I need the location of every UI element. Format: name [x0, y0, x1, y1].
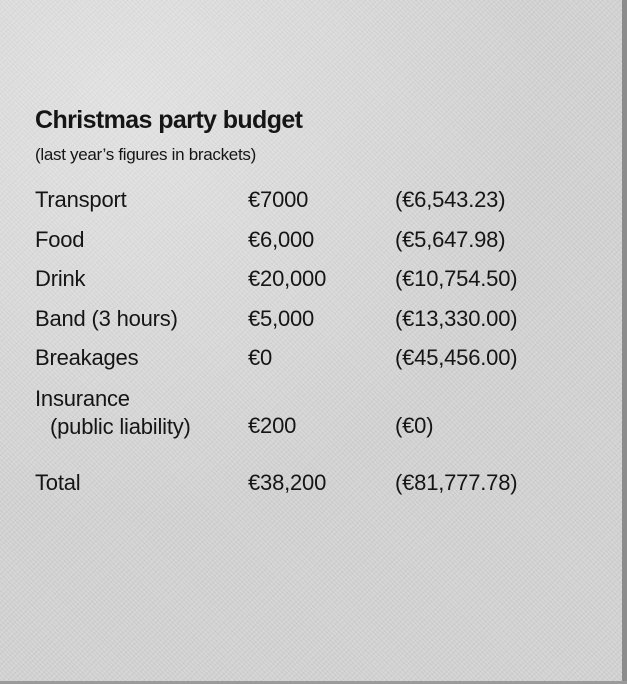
- total-budget-value: €38,200: [248, 470, 327, 495]
- row-label: Breakages: [35, 345, 139, 370]
- budget-row-band: [0, 306, 627, 346]
- row-budget-value: €7000: [248, 187, 309, 212]
- row-budget-value: €0: [248, 345, 273, 370]
- row-last-year-value: (€0): [395, 413, 434, 438]
- budget-row-transport: [0, 187, 627, 227]
- row-last-year-value: (€45,456.00): [395, 345, 518, 370]
- row-label: Drink: [35, 266, 86, 291]
- budget-row-insurance: [0, 385, 627, 441]
- row-label: Food: [35, 227, 85, 252]
- row-label: Transport: [35, 187, 127, 212]
- row-label-line1: Insurance: [35, 386, 130, 411]
- row-budget-value: €5,000: [248, 306, 315, 331]
- document-subtitle: (last year’s figures in brackets): [35, 145, 256, 164]
- budget-row-total: [0, 470, 627, 510]
- row-last-year-value: (€10,754.50): [395, 266, 518, 291]
- budget-row-drink: [0, 266, 627, 306]
- row-label-line2: (public liability): [50, 414, 191, 439]
- row-last-year-value: (€5,647.98): [395, 227, 506, 252]
- row-budget-value: €20,000: [248, 266, 327, 291]
- row-last-year-value: (€13,330.00): [395, 306, 518, 331]
- row-budget-value: €200: [248, 413, 297, 438]
- row-label: [35, 385, 191, 441]
- budget-row-breakages: [0, 345, 627, 385]
- budget-row-food: [0, 227, 627, 267]
- total-label: Total: [35, 470, 81, 495]
- document-title: Christmas party budget: [35, 106, 303, 134]
- total-last-year-value: (€81,777.78): [395, 470, 518, 495]
- row-budget-value: €6,000: [248, 227, 315, 252]
- row-last-year-value: (€6,543.23): [395, 187, 506, 212]
- row-label: Band (3 hours): [35, 306, 178, 331]
